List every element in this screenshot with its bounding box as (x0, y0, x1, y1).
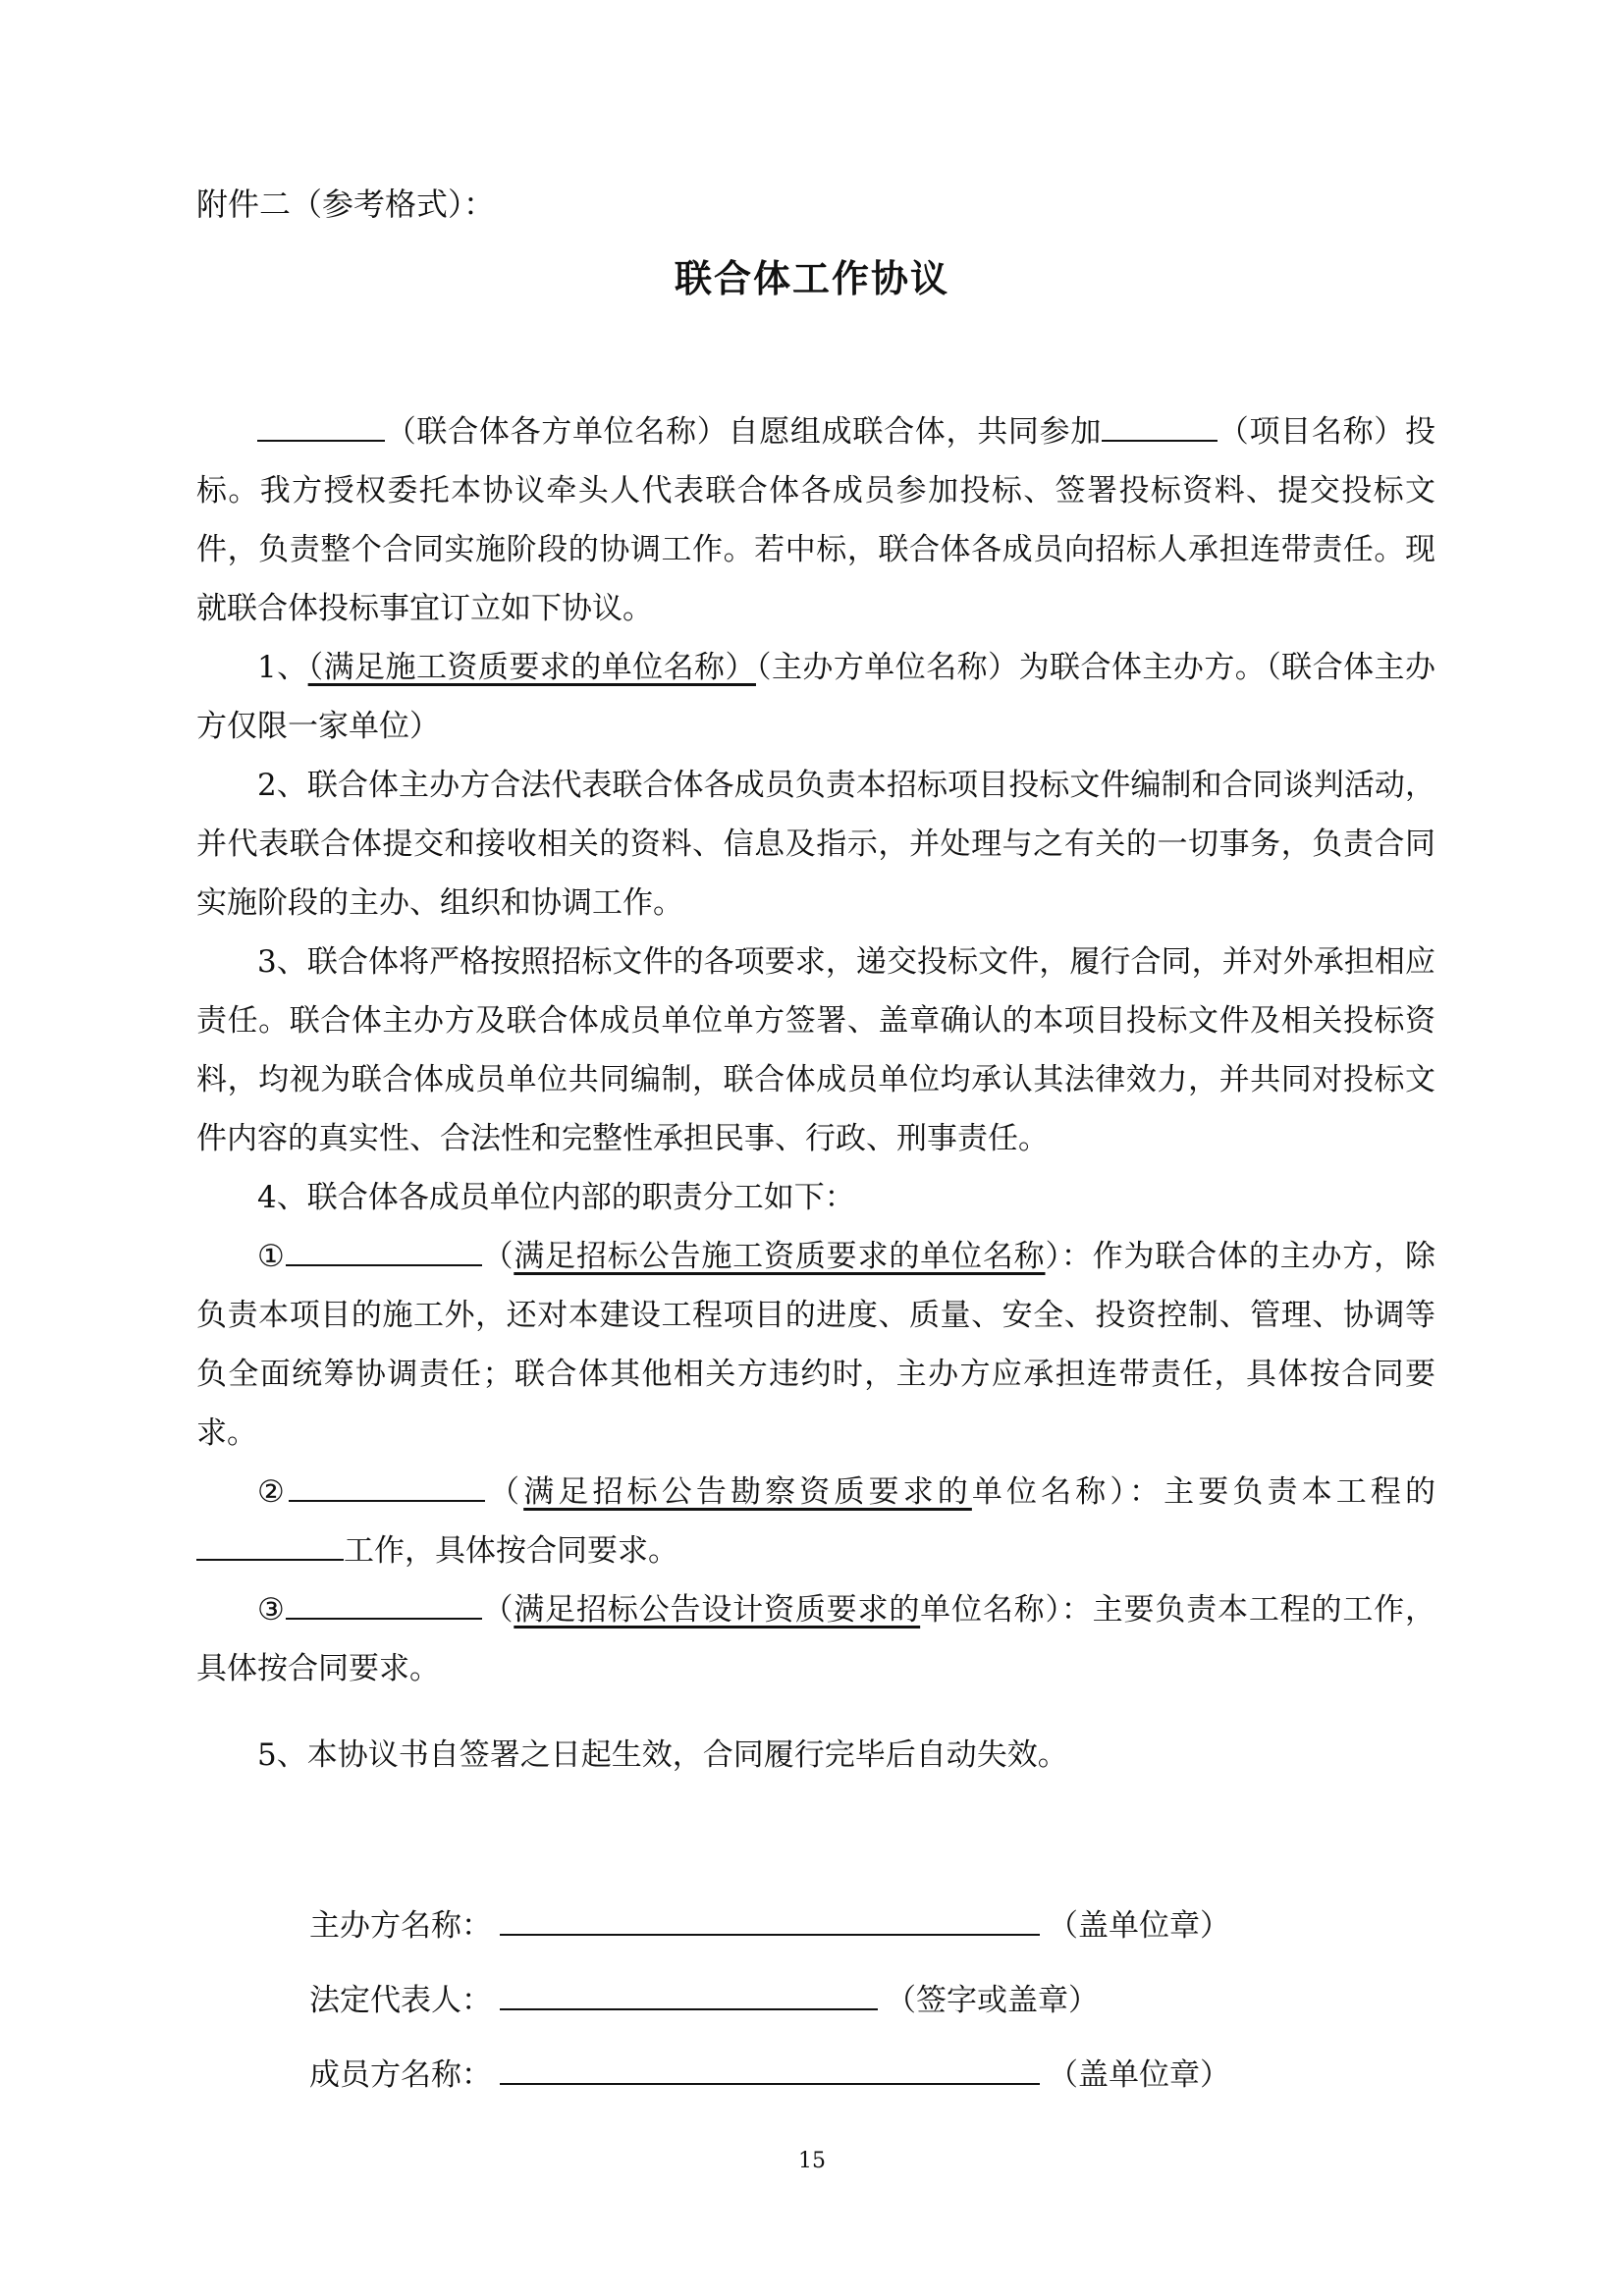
item-1-marker: ① (257, 1239, 286, 1274)
representative-signature-line[interactable] (500, 1979, 878, 2010)
member-label: 成员方名称： (309, 2057, 492, 2093)
representative-note: （签字或盖章） (886, 1983, 1099, 2018)
host-note: （盖单位章） (1048, 1908, 1230, 1944)
item-3-rest: 单位名称）：主要负责本工程的工作，具体按合同要求。 (196, 1592, 1436, 1686)
clause-4-intro: 4、联合体各成员单位内部的职责分工如下： (257, 1180, 855, 1215)
item-1-underlined: 满足招标公告施工资质要求的单位名称 (514, 1239, 1046, 1274)
project-name-blank (1102, 406, 1218, 442)
host-signature-line[interactable] (500, 1904, 1040, 1936)
spacer (196, 1698, 1435, 1726)
host-signature-row (309, 1904, 1230, 1946)
clause-3: 3、联合体将严格按照招标文件的各项要求，递交投标文件，履行合同，并对外承担相应责任。联合体主办方及联合体成员单位单方签署、盖章确认的本项目投标文件及相关投标资料，均视为联合体成员单位共同编制，联合体成员单位均承认其法律效力，并共同对投标文件内容的真实性、合法性和完整性承担民事、行政、刑事责任。 (196, 944, 1435, 1156)
duty-item-1 (196, 1227, 1435, 1463)
item-3-underlined: 满足招标公告设计资质要求的 (514, 1592, 921, 1628)
duty-item-2 (196, 1463, 1435, 1580)
item-2-open-paren: （ (484, 1474, 524, 1510)
clause-5: 5、本协议书自签署之日起生效，合同履行完毕后自动失效。 (257, 1737, 1068, 1773)
clause-1-underlined: （满足施工资质要求的单位名称） (307, 650, 756, 685)
intro-text-2: （项目名称）投标。我方授权委托本协议牵头人代表联合体各成员参加投标、签署投标资料、提交投标文件，负责整个合同实施阶段的协调工作。若中标，联合体各成员向招标人承担连带责任。现就联合体投标事宜订立如下协议。 (196, 414, 1435, 626)
item-2-rest: 单位名称）：主要负责本工程的 (971, 1474, 1436, 1510)
clause-1 (196, 638, 1435, 756)
duty-item-3 (196, 1580, 1435, 1698)
item-1-rest: ）：作为联合体的主办方，除负责本项目的施工外，还对本建设工程项目的进度、质量、安全、投资控制、管理、协调等负全面统筹协调责任；联合体其他相关方违约时，主办方应承担连带责任，具体按合同要求。 (196, 1239, 1436, 1451)
clause-2: 2、联合体主办方合法代表联合体各成员负责本招标项目投标文件编制和合同谈判活动，并代表联合体提交和接收相关的资料、信息及指示，并处理与之有关的一切事务，负责合同实施阶段的主办、组织和协调工作。 (196, 768, 1435, 921)
item-3-open-paren: （ (481, 1592, 514, 1628)
item-1-blank (286, 1231, 482, 1266)
member-note: （盖单位章） (1048, 2057, 1230, 2093)
item-1-open-paren: （ (481, 1239, 514, 1274)
item-2-blank (289, 1467, 485, 1502)
item-3-marker: ③ (257, 1592, 286, 1628)
member-signature-row (309, 2054, 1230, 2095)
item-2-tail: 工作，具体按合同要求。 (344, 1533, 678, 1569)
item-2-marker: ② (257, 1474, 289, 1510)
representative-signature-row (309, 1979, 1099, 2020)
document-title: 联合体工作协议 (674, 257, 949, 300)
intro-text-1: （联合体各方单位名称）自愿组成联合体，共同参加 (385, 414, 1103, 450)
item-2-underlined: 满足招标公告勘察资质要求的 (523, 1474, 972, 1510)
item-2-work-blank (196, 1525, 344, 1561)
member-signature-line[interactable] (500, 2054, 1040, 2085)
agreement-body (196, 402, 1435, 1785)
clause-1-prefix: 1、 (257, 650, 308, 685)
clause-1-rest: （主办方单位名称）为联合体主办方。（联合体主办方仅限一家单位） (196, 650, 1436, 744)
host-label: 主办方名称： (309, 1908, 492, 1944)
intro-paragraph (196, 402, 1435, 638)
representative-label: 法定代表人： (309, 1983, 492, 2018)
party-names-blank (257, 406, 385, 442)
page-number: 15 (798, 2149, 826, 2173)
item-3-blank (286, 1584, 482, 1620)
attachment-label: 附件二（参考格式）： (196, 186, 496, 223)
